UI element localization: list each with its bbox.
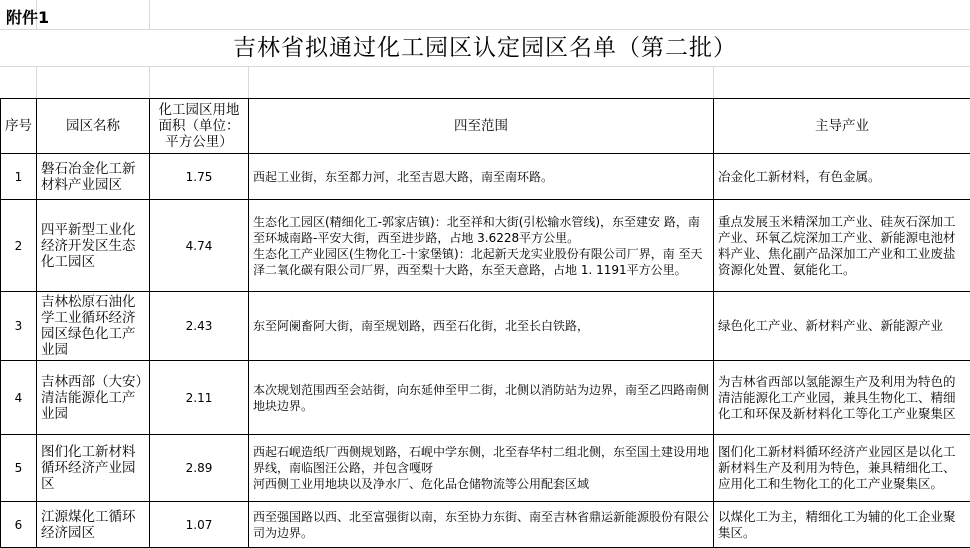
grid-line — [0, 66, 970, 67]
row-area: 1.75 — [150, 154, 249, 200]
header-area: 化工园区用地面积（单位：平方公里） — [150, 99, 249, 154]
row-range: 东至阿阑畜阿大街，南至规划路，西至石化街，北至长白铁路， — [249, 292, 714, 361]
grid-line — [149, 0, 150, 29]
attachment-label: 附件1 — [6, 5, 49, 28]
grid-line — [248, 66, 249, 98]
row-no: 5 — [1, 435, 37, 502]
row-name: 吉林松原石油化学工业循环经济园区绿色化工产业园 — [37, 292, 150, 361]
row-range: 西起石岘造纸厂西侧规划路，石岘中学东侧，北至春华村二组北侧，东至国土建设用地界线，南临图汪公路，并包含嘎呀 河西侧工业用地块以及净水厂、危化品仓储物流等公用配套区域 — [249, 435, 714, 502]
header-industry: 主导产业 — [714, 99, 970, 154]
row-no: 2 — [1, 200, 37, 292]
row-range: 生态化工园区(精细化工-郭家店镇)：北至祥和大街(引松输水管线)，东至建安 路，南至环城南路-平安大街，西至进步路，占地 3.6228平方公里。 生态化工产业园区(生物化工-十家堡镇)：北起新天龙实业股份有限公司厂界，南 至天泽二氧化碳有限公司厂界，西至梨十大路，东至天意路，占地 1. 1191平方公里。 — [249, 200, 714, 292]
row-no: 4 — [1, 361, 37, 435]
table-row — [1, 292, 970, 361]
header-no: 序号 — [1, 99, 37, 154]
row-range: 本次规划范围西至会站街，向东延伸至甲二街，北侧以消防站为边界，南至乙四路南侧地块边界。 — [249, 361, 714, 435]
grid-line — [36, 66, 37, 98]
row-area: 2.43 — [150, 292, 249, 361]
row-area: 2.11 — [150, 361, 249, 435]
row-no: 6 — [1, 502, 37, 548]
row-name: 江源煤化工循环经济园区 — [37, 502, 150, 548]
row-area: 1.07 — [150, 502, 249, 548]
table-row — [1, 435, 970, 502]
row-area: 2.89 — [150, 435, 249, 502]
grid-line — [713, 66, 714, 98]
row-range: 西至强国路以西、北至富强街以南，东至协力东街、南至吉林省鼎运新能源股份有限公司为边界。 — [249, 502, 714, 548]
grid-line — [149, 66, 150, 98]
row-name: 图们化工新材料循环经济产业园区 — [37, 435, 150, 502]
table-row — [1, 154, 970, 200]
table-row — [1, 502, 970, 548]
row-industry: 为吉林省西部以氢能源生产及利用为特色的清洁能源化工产业园，兼具生物化工、精细化工和环保及新材料化工等化工产业聚集区 — [714, 361, 970, 435]
row-range: 西起工业街，东至都力河，北至吉恩大路，南至南环路。 — [249, 154, 714, 200]
row-industry: 冶金化工新材料，有色金属。 — [714, 154, 970, 200]
header-range: 四至范围 — [249, 99, 714, 154]
header-name: 园区名称 — [37, 99, 150, 154]
park-list-table — [0, 98, 970, 548]
table-row — [1, 361, 970, 435]
row-industry: 以煤化工为主，精细化工为辅的化工企业聚集区。 — [714, 502, 970, 548]
row-name: 四平新型工业化经济开发区生态化工园区 — [37, 200, 150, 292]
row-name: 吉林西部（大安）清洁能源化工产业园 — [37, 361, 150, 435]
row-industry: 图们化工新材料循环经济产业园区是以化工新材料生产及利用为特色，兼具精细化工、应用化工和生物化工的化工产业聚集区。 — [714, 435, 970, 502]
row-no: 1 — [1, 154, 37, 200]
page-title: 吉林省拟通过化工园区认定园区名单（第二批） — [0, 30, 970, 66]
row-industry: 绿色化工产业、新材料产业、新能源产业 — [714, 292, 970, 361]
row-no: 3 — [1, 292, 37, 361]
row-industry: 重点发展玉米精深加工产业、硅灰石深加工产业、环氧乙烷深加工产业、新能源电池材料产业、焦化副产品深加工产业和工业废盐资源化处置、氨能化工。 — [714, 200, 970, 292]
table-row — [1, 200, 970, 292]
row-name: 磐石冶金化工新材料产业园区 — [37, 154, 150, 200]
row-area: 4.74 — [150, 200, 249, 292]
